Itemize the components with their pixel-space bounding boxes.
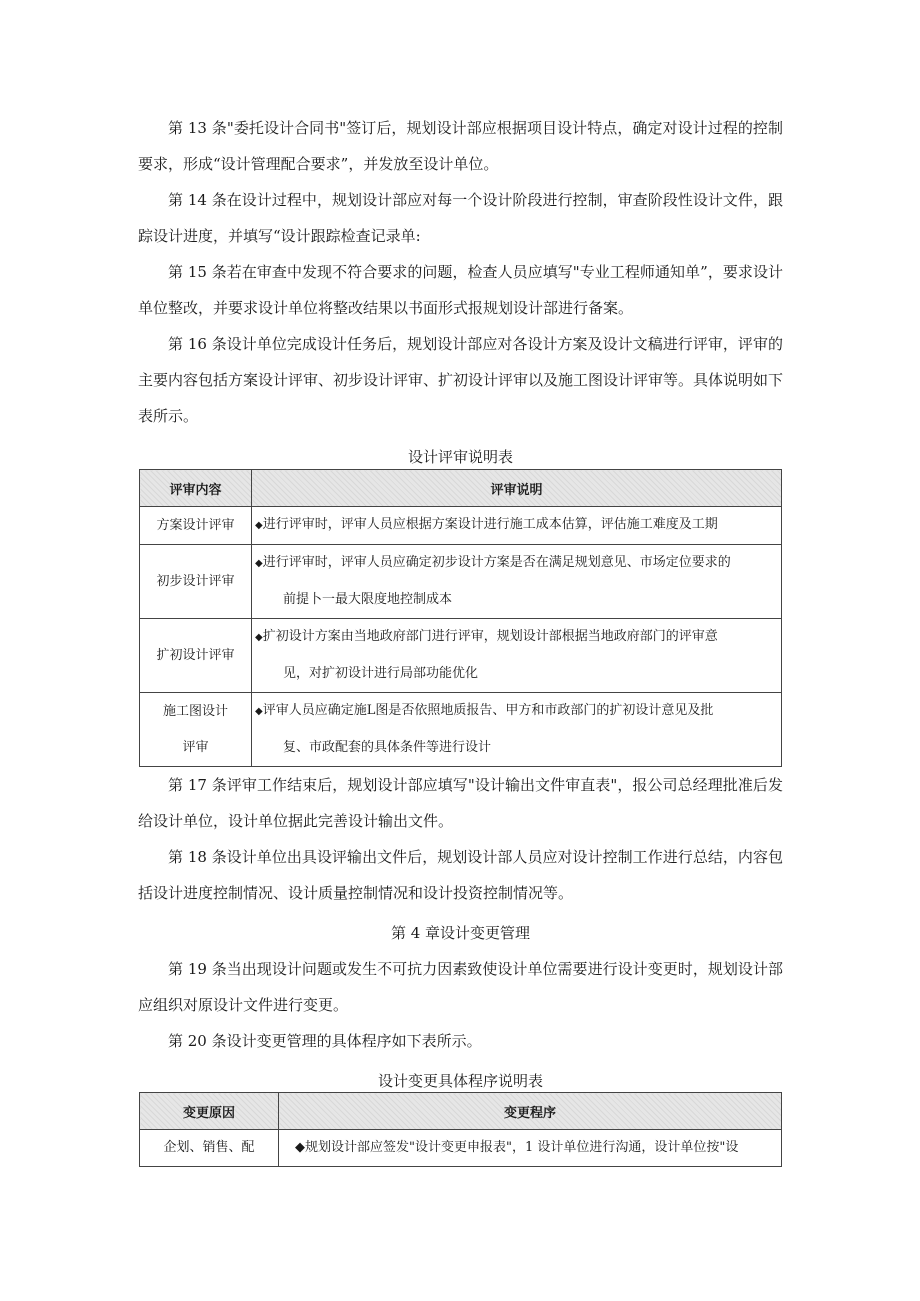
review-table <box>139 469 782 767</box>
review-name: 初步设计评审 <box>156 573 235 589</box>
review-description-continuation: 见，对扩初设计进行局部功能优化 <box>283 666 479 681</box>
change-table-header-row <box>140 1093 782 1130</box>
review-name-cell <box>140 545 252 619</box>
change-table <box>139 1092 782 1167</box>
review-name-cell <box>140 507 252 545</box>
change-header-reason: 变更原因 <box>140 1093 279 1130</box>
table-row <box>140 507 782 545</box>
change-reason-cell: 企划、销售、配 <box>140 1130 279 1167</box>
review-header-content: 评审内容 <box>140 470 252 507</box>
review-name: 扩初设计评审 <box>156 647 235 663</box>
review-description-line: 评审人员应确定施L图是否依照地质报告、甲方和市政部门的扩初设计意见及批 <box>262 703 714 718</box>
review-description-cell <box>252 693 782 767</box>
table-row <box>140 1130 782 1167</box>
article-13: 第 13 条"委托设计合同书"签订后，规划设计部应根据项目设计特点，确定对设计过程的控制要求，形成“设计管理配合要求”，并发放至设计单位。 <box>138 119 783 173</box>
review-table-header-row <box>140 470 782 507</box>
diamond-bullet-icon: ◆ <box>255 706 263 717</box>
diamond-bullet-icon: ◆ <box>255 632 263 643</box>
review-description-continuation: 前提卜一最大限度地控制成本 <box>283 592 453 607</box>
review-name-cell <box>140 619 252 693</box>
review-name-cell <box>140 693 252 767</box>
diamond-bullet-icon: ◆ <box>255 558 263 569</box>
article-18: 第 18 条设计单位出具设评输出文件后，规划设计部人员应对设计控制工作进行总结，内容包括设计进度控制情况、设计质量控制情况和设计投资控制情况等。 <box>138 848 783 902</box>
article-16: 第 16 条设计单位完成设计任务后，规划设计部应对各设计方案及设计文稿进行评审，评审的主要内容包括方案设计评审、初步设计评审、扩初设计评审以及施工图设计评审等。具体说明如下表所示。 <box>138 335 784 425</box>
table-row <box>140 545 782 619</box>
table-row <box>140 619 782 693</box>
chapter-4-title: 第 4 章设计变更管理 <box>390 924 531 942</box>
review-description-line: 扩初设计方案由当地政府部门进行评审，规划设计部根据当地政府部门的评审意 <box>262 629 718 644</box>
review-header-description: 评审说明 <box>252 470 782 507</box>
review-name: 方案设计评审 <box>156 517 235 533</box>
article-19: 第 19 条当出现设计问题或发生不可抗力因素致使设计单位需要进行设计变更时，规划设计部应组织对原设计文件进行变更。 <box>138 960 783 1014</box>
article-20: 第 20 条设计变更管理的具体程序如下表所示。 <box>168 1032 482 1050</box>
article-17: 第 17 条评审工作结束后，规划设计部应填写"设计输出文件审直表"，报公司总经理批准后发给设计单位，设计单位据此完善设计输出文件。 <box>138 776 783 830</box>
change-header-procedure: 变更程序 <box>279 1093 782 1130</box>
review-description-line: 进行评审时，评审人员应确定初步设计方案是否在满足规划意见、市场定位要求的 <box>262 555 731 570</box>
review-description-cell <box>252 507 782 545</box>
table-row <box>140 693 782 767</box>
review-description-continuation: 复、市政配套的具体条件等进行设计 <box>283 740 492 755</box>
article-15: 第 15 条若在审查中发现不符合要求的问题，检查人员应填写"专业工程师通知单”，要求设计单位整改，并要求设计单位将整改结果以书面形式报规划设计部进行备案。 <box>138 263 783 317</box>
review-name: 施工图设计 <box>162 703 228 719</box>
change-procedure-cell: ◆规划设计部应签发"设计变更申报表"，1 设计单位进行沟通，设计单位按"设 <box>279 1130 782 1167</box>
change-table-title: 设计变更具体程序说明表 <box>377 1072 543 1090</box>
review-name-continuation: 评审 <box>182 739 209 755</box>
review-description-cell <box>252 619 782 693</box>
review-table-title: 设计评审说明表 <box>407 448 513 466</box>
review-description-line: 进行评审时，评审人员应根据方案设计进行施工成本估算，评估施工难度及工期 <box>262 517 718 532</box>
review-description-cell <box>252 545 782 619</box>
article-14: 第 14 条在设计过程中，规划设计部应对每一个设计阶段进行控制，审查阶段性设计文件，跟踪设计进度，并填写“设计跟踪检查记录单: <box>138 191 783 245</box>
diamond-bullet-icon: ◆ <box>255 520 263 531</box>
